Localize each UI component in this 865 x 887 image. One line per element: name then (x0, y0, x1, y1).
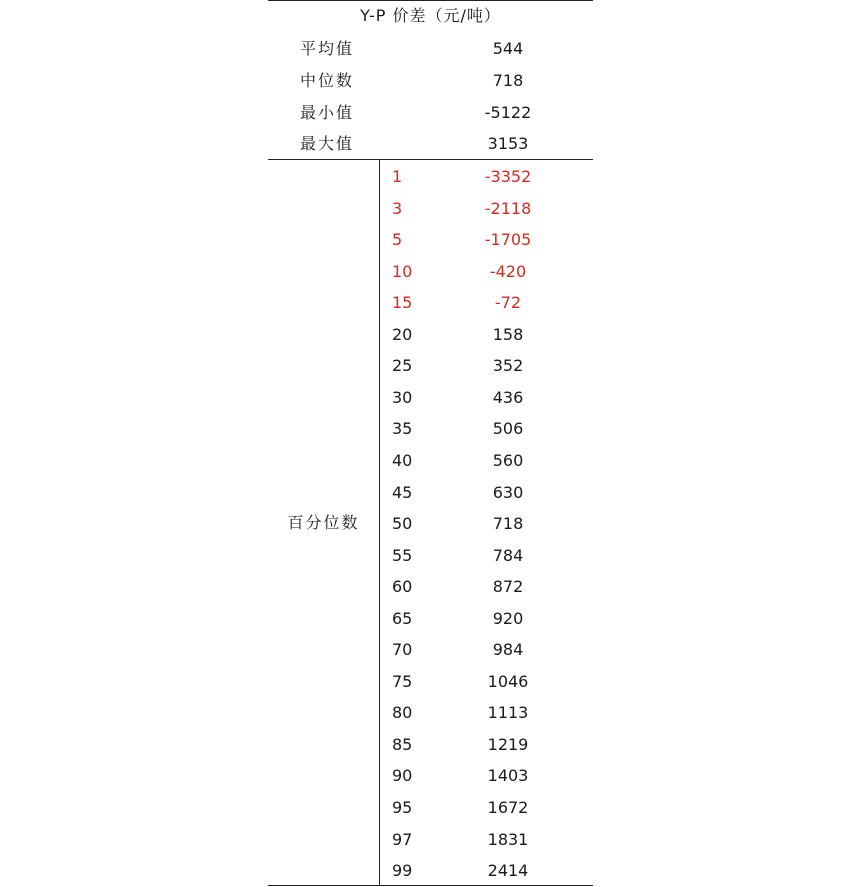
percentile-value: 2414 (487, 861, 529, 881)
percentile-row (380, 477, 593, 509)
stat-row-median (268, 65, 593, 96)
percentile-key: 75 (392, 671, 413, 691)
percentile-row (380, 792, 593, 824)
stat-row-mean (268, 33, 593, 64)
stat-row-max (268, 128, 593, 159)
percentile-value: 872 (492, 577, 524, 597)
percentile-row (380, 224, 593, 256)
table-title: Y-P 价差（元/吨） (360, 6, 501, 25)
percentile-key: 15 (392, 293, 413, 313)
percentile-key: 40 (392, 450, 413, 470)
percentile-value: -3352 (484, 167, 532, 186)
percentile-value: 784 (492, 545, 524, 565)
percentile-row (380, 603, 593, 635)
percentile-key: 50 (392, 514, 413, 534)
percentile-key: 1 (392, 167, 403, 186)
percentile-row (380, 571, 593, 603)
stat-label: 最小值 (300, 103, 355, 122)
percentile-value: 352 (492, 356, 524, 376)
percentile-value: 506 (492, 419, 524, 439)
percentile-row (380, 193, 593, 225)
percentile-key: 25 (392, 356, 413, 376)
percentile-table (268, 0, 593, 887)
percentile-row (380, 287, 593, 319)
percentile-key: 65 (392, 608, 413, 628)
bottom-rule (268, 885, 593, 886)
percentile-key: 95 (392, 798, 413, 817)
percentile-row (380, 350, 593, 382)
percentile-key: 70 (392, 640, 413, 660)
stat-label: 最大值 (300, 134, 355, 153)
percentile-value: -72 (494, 293, 522, 313)
percentile-value: 560 (492, 450, 524, 470)
percentile-row (380, 824, 593, 856)
percentile-value: 1403 (487, 766, 529, 786)
percentile-key: 30 (392, 387, 413, 407)
percentile-key: 45 (392, 482, 413, 502)
stat-label: 中位数 (300, 71, 355, 90)
percentile-row (380, 666, 593, 698)
percentile-row (380, 382, 593, 414)
percentile-group-label: 百分位数 (287, 513, 360, 532)
percentile-row (380, 540, 593, 572)
percentile-row (380, 413, 593, 445)
percentile-key: 55 (392, 545, 413, 565)
percentile-value: 1113 (487, 703, 529, 723)
percentile-value: -1705 (484, 230, 532, 250)
mid-rule (268, 159, 593, 160)
percentile-value: 1046 (487, 671, 529, 691)
percentile-key: 85 (392, 734, 413, 754)
percentile-key: 5 (392, 230, 403, 250)
percentile-row (380, 508, 593, 540)
percentile-key: 20 (392, 324, 413, 344)
percentile-row (380, 855, 593, 887)
percentile-value: 630 (492, 482, 524, 502)
percentile-key: 80 (392, 703, 413, 723)
stat-value: 718 (492, 71, 524, 90)
percentile-key: 3 (392, 198, 403, 218)
percentile-value: 718 (492, 514, 524, 534)
percentile-value: 158 (492, 324, 524, 344)
percentile-key: 10 (392, 261, 413, 281)
percentile-row (380, 760, 593, 792)
percentile-key: 97 (392, 829, 413, 849)
percentile-value: 1219 (487, 734, 529, 754)
percentile-row (380, 445, 593, 477)
percentile-key: 35 (392, 419, 413, 439)
stat-row-min (268, 97, 593, 128)
percentile-value: 1672 (487, 798, 529, 817)
percentile-row (380, 319, 593, 351)
percentile-row (380, 256, 593, 288)
percentile-key: 99 (392, 861, 413, 881)
top-rule (268, 0, 593, 1)
stat-value: 3153 (487, 134, 529, 153)
percentile-row (380, 161, 593, 193)
stat-label: 平均值 (300, 39, 355, 58)
percentile-value: 1831 (487, 829, 529, 849)
percentile-value: -2118 (484, 198, 532, 218)
stat-value: 544 (492, 39, 524, 58)
percentile-value: 920 (492, 608, 524, 628)
percentile-key: 90 (392, 766, 413, 786)
percentile-value: 436 (492, 387, 524, 407)
percentile-key: 60 (392, 577, 413, 597)
percentile-row (380, 697, 593, 729)
percentile-value: 984 (492, 640, 524, 660)
stat-value: -5122 (484, 103, 532, 122)
percentile-row (380, 729, 593, 761)
percentile-row (380, 634, 593, 666)
percentile-value: -420 (489, 261, 527, 281)
